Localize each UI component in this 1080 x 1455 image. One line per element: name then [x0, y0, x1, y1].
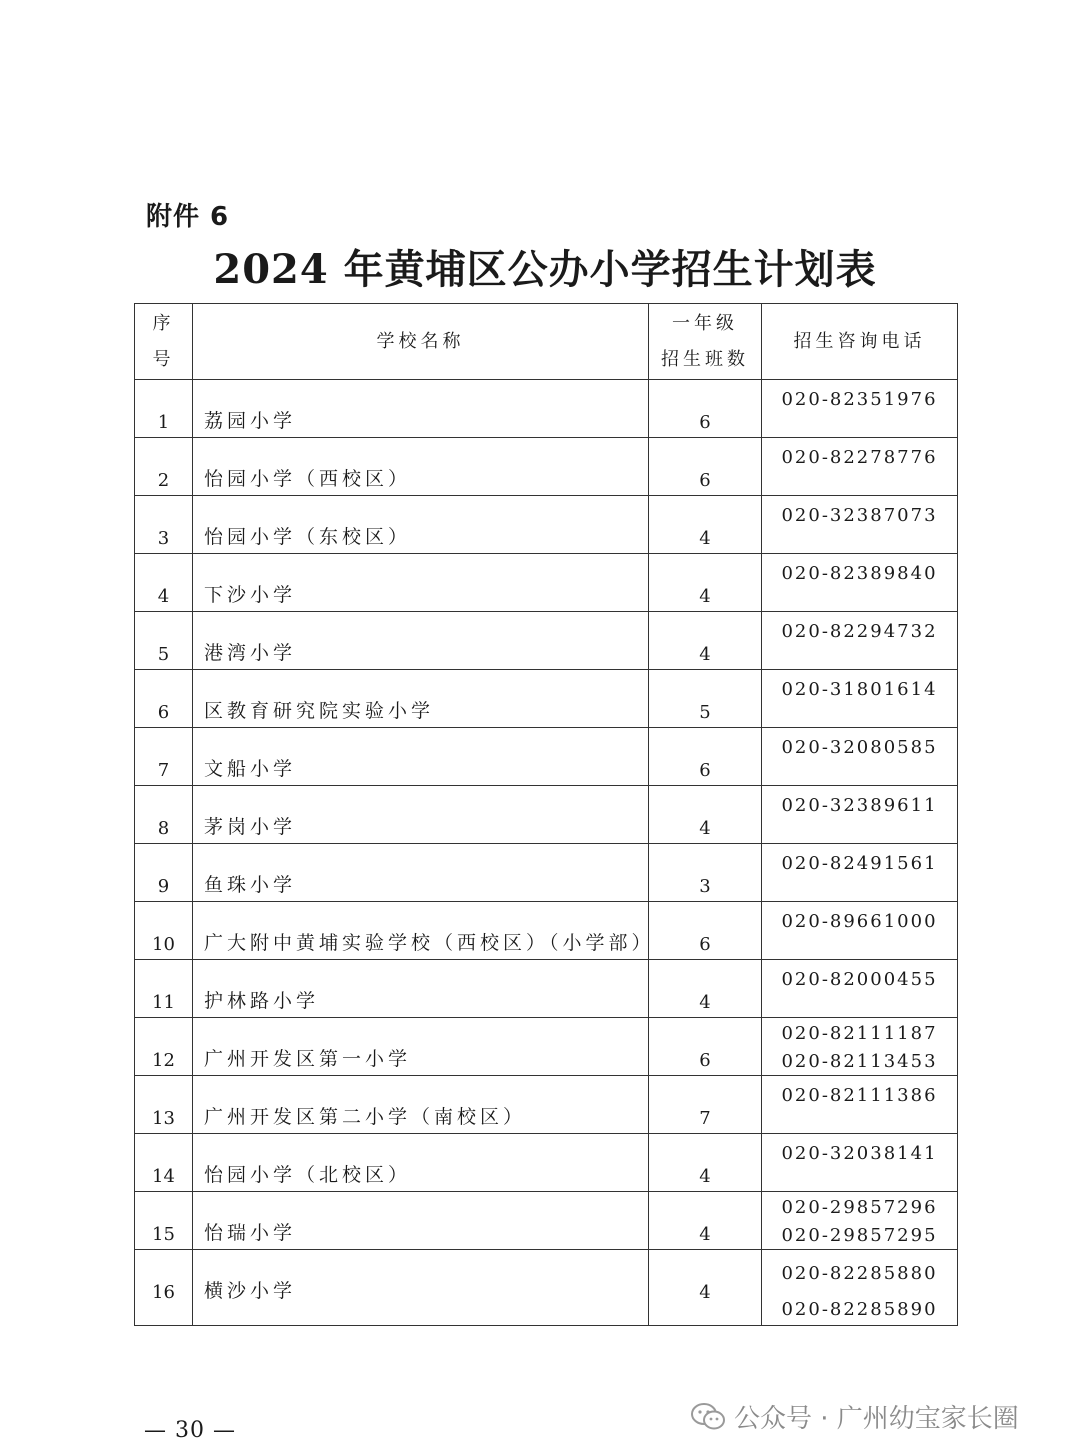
cell-no: [135, 844, 193, 902]
cell-school: [193, 1134, 649, 1192]
cell-classes: [649, 1018, 762, 1076]
row-number: 6: [157, 702, 170, 723]
attachment-label: 附件 6: [146, 202, 230, 232]
row-number: 10: [152, 934, 175, 955]
row-number: 16: [152, 1282, 175, 1303]
class-count: 4: [699, 818, 711, 839]
row-number: 4: [157, 586, 170, 607]
table-body: [135, 380, 958, 1326]
phone-list: [762, 966, 957, 994]
phone-number: 020-29857296: [781, 1197, 938, 1218]
cell-phone: [762, 554, 958, 612]
table-row: [135, 960, 958, 1018]
school-name: 文船小学: [204, 758, 297, 780]
cell-classes: [649, 554, 762, 612]
phone-number: 020-82113453: [781, 1051, 938, 1072]
phone-number: 020-82491561: [781, 853, 938, 874]
table-row: [135, 902, 958, 960]
cell-no: [135, 1018, 193, 1076]
cell-phone: [762, 496, 958, 554]
phone-number: 020-29857295: [781, 1225, 938, 1246]
cell-school: [193, 554, 649, 612]
cell-phone: [762, 960, 958, 1018]
phone-number: 020-32387073: [781, 505, 938, 526]
school-name: 怡园小学（西校区）: [204, 468, 412, 490]
phone-list: [762, 1020, 957, 1076]
phone-number: 020-82294732: [781, 621, 938, 642]
table-row: [135, 728, 958, 786]
cell-no: [135, 786, 193, 844]
header-no-line1: 序: [152, 312, 175, 334]
phone-list: [762, 1140, 957, 1168]
cell-no: [135, 728, 193, 786]
school-name: 荔园小学: [204, 410, 297, 432]
row-number: 11: [152, 992, 175, 1013]
school-name: 怡园小学（东校区）: [204, 526, 412, 548]
phone-list: [762, 676, 957, 704]
cell-classes: [649, 1076, 762, 1134]
cell-no: [135, 554, 193, 612]
school-name: 广州开发区第一小学: [204, 1048, 412, 1070]
row-number: 15: [152, 1224, 175, 1245]
class-count: 6: [699, 412, 711, 433]
cell-classes: [649, 1250, 762, 1326]
phone-number: 020-82285890: [781, 1299, 938, 1320]
phone-number: 020-82389840: [781, 563, 938, 584]
phone-number: 020-82000455: [781, 969, 938, 990]
cell-classes: [649, 1192, 762, 1250]
school-name: 横沙小学: [204, 1280, 297, 1302]
class-count: 7: [699, 1108, 711, 1129]
cell-school: [193, 1076, 649, 1134]
class-count: 4: [699, 992, 711, 1013]
phone-number: 020-32038141: [781, 1143, 938, 1164]
header-classes-line2: 招生班数: [661, 348, 749, 370]
watermark: [690, 1398, 1019, 1435]
table-row: [135, 786, 958, 844]
table-row: [135, 1192, 958, 1250]
cell-phone: [762, 1192, 958, 1250]
cell-no: [135, 1192, 193, 1250]
header-classes-line1: 一年级: [672, 312, 738, 334]
cell-school: [193, 1018, 649, 1076]
school-name: 下沙小学: [204, 584, 297, 606]
row-number: 8: [157, 818, 170, 839]
row-number: 1: [157, 412, 170, 433]
cell-phone: [762, 1018, 958, 1076]
row-number: 2: [157, 470, 170, 491]
school-name: 茅岗小学: [204, 816, 297, 838]
cell-school: [193, 1192, 649, 1250]
phone-number: 020-82278776: [781, 447, 938, 468]
row-number: 12: [152, 1050, 175, 1071]
cell-phone: [762, 1250, 958, 1326]
school-name: 广州开发区第二小学（南校区）: [204, 1106, 527, 1128]
cell-classes: [649, 670, 762, 728]
cell-school: [193, 380, 649, 438]
cell-classes: [649, 438, 762, 496]
cell-no: [135, 1250, 193, 1326]
table-row: [135, 1018, 958, 1076]
school-name: 区教育研究院实验小学: [204, 700, 435, 722]
header-phone: 招生咨询电话: [762, 304, 958, 380]
cell-phone: [762, 902, 958, 960]
cell-school: [193, 496, 649, 554]
class-count: 6: [699, 470, 711, 491]
cell-classes: [649, 786, 762, 844]
cell-no: [135, 380, 193, 438]
phone-list: [762, 502, 957, 530]
row-number: 5: [157, 644, 170, 665]
class-count: 6: [699, 760, 711, 781]
table-row: [135, 844, 958, 902]
table-row: [135, 1076, 958, 1134]
phone-list: [762, 618, 957, 646]
row-number: 14: [152, 1166, 175, 1187]
class-count: 4: [699, 1166, 711, 1187]
phone-number: 020-32389611: [781, 795, 938, 816]
cell-classes: [649, 496, 762, 554]
class-count: 4: [699, 1224, 711, 1245]
phone-list: [762, 444, 957, 472]
class-count: 6: [699, 934, 711, 955]
cell-no: [135, 1134, 193, 1192]
page-number: — 30 —: [144, 1418, 236, 1443]
class-count: 3: [699, 876, 711, 897]
school-name: 港湾小学: [204, 642, 297, 664]
school-name: 怡园小学（北校区）: [204, 1164, 412, 1186]
cell-no: [135, 670, 193, 728]
phone-number: 020-82111187: [781, 1023, 938, 1044]
cell-phone: [762, 612, 958, 670]
school-name: 广大附中黄埔实验学校（西校区）（小学部）: [204, 932, 655, 954]
cell-school: [193, 902, 655, 960]
header-no: [135, 304, 193, 380]
document-title: 2024 年黄埔区公办小学招生计划表: [213, 246, 877, 293]
school-name: 鱼珠小学: [204, 874, 297, 896]
phone-number: 020-32080585: [781, 737, 938, 758]
table-row: [135, 1134, 958, 1192]
cell-classes: [649, 1134, 762, 1192]
phone-list: [762, 1194, 957, 1250]
cell-no: [135, 496, 193, 554]
row-number: 7: [157, 760, 170, 781]
cell-phone: [762, 438, 958, 496]
phone-number: 020-82111386: [781, 1085, 938, 1106]
table-row: [135, 380, 958, 438]
table-row: [135, 1250, 958, 1326]
cell-phone: [762, 380, 958, 438]
phone-list: [762, 1256, 957, 1328]
class-count: 4: [699, 1282, 711, 1303]
cell-classes: [649, 960, 762, 1018]
cell-phone: [762, 844, 958, 902]
cell-phone: [762, 786, 958, 844]
table-row: [135, 438, 958, 496]
cell-classes: [649, 902, 762, 960]
row-number: 13: [152, 1108, 175, 1129]
cell-phone: [762, 728, 958, 786]
wechat-icon: [690, 1402, 726, 1432]
cell-phone: [762, 670, 958, 728]
cell-phone: [762, 1076, 958, 1134]
class-count: 4: [699, 528, 711, 549]
school-name: 护林路小学: [204, 990, 320, 1012]
header-school: 学校名称: [193, 304, 649, 380]
phone-list: [762, 908, 957, 936]
table-header-row: [135, 304, 958, 380]
cell-phone: [762, 1134, 958, 1192]
phone-list: [762, 560, 957, 588]
table-row: [135, 554, 958, 612]
enrollment-plan-table: [134, 303, 958, 1326]
cell-school: [193, 1250, 649, 1326]
table-row: [135, 496, 958, 554]
phone-number: 020-89661000: [781, 911, 938, 932]
cell-school: [193, 728, 649, 786]
class-count: 4: [699, 644, 711, 665]
header-no-line2: 号: [152, 348, 175, 370]
cell-school: [193, 670, 649, 728]
cell-school: [193, 438, 649, 496]
table-row: [135, 670, 958, 728]
phone-number: 020-82285880: [781, 1263, 938, 1284]
cell-no: [135, 612, 193, 670]
class-count: 4: [699, 586, 711, 607]
phone-number: 020-31801614: [781, 679, 938, 700]
class-count: 5: [699, 702, 711, 723]
cell-no: [135, 438, 193, 496]
cell-classes: [649, 844, 762, 902]
cell-classes: [649, 380, 762, 438]
cell-no: [135, 902, 193, 960]
phone-list: [762, 386, 957, 414]
cell-no: [135, 1076, 193, 1134]
row-number: 9: [157, 876, 170, 897]
cell-school: [193, 612, 649, 670]
class-count: 6: [699, 1050, 711, 1071]
phone-list: [762, 850, 957, 878]
cell-school: [193, 844, 649, 902]
cell-school: [193, 960, 649, 1018]
cell-school: [193, 786, 649, 844]
school-name: 怡瑞小学: [204, 1222, 297, 1244]
phone-list: [762, 734, 957, 762]
header-classes: [649, 304, 762, 380]
phone-number: 020-82351976: [781, 389, 938, 410]
phone-list: [762, 1082, 957, 1110]
watermark-text: 公众号 · 广州幼宝家长圈: [734, 1404, 1019, 1434]
cell-classes: [649, 728, 762, 786]
cell-classes: [649, 612, 762, 670]
phone-list: [762, 792, 957, 820]
row-number: 3: [157, 528, 170, 549]
cell-no: [135, 960, 193, 1018]
table-row: [135, 612, 958, 670]
